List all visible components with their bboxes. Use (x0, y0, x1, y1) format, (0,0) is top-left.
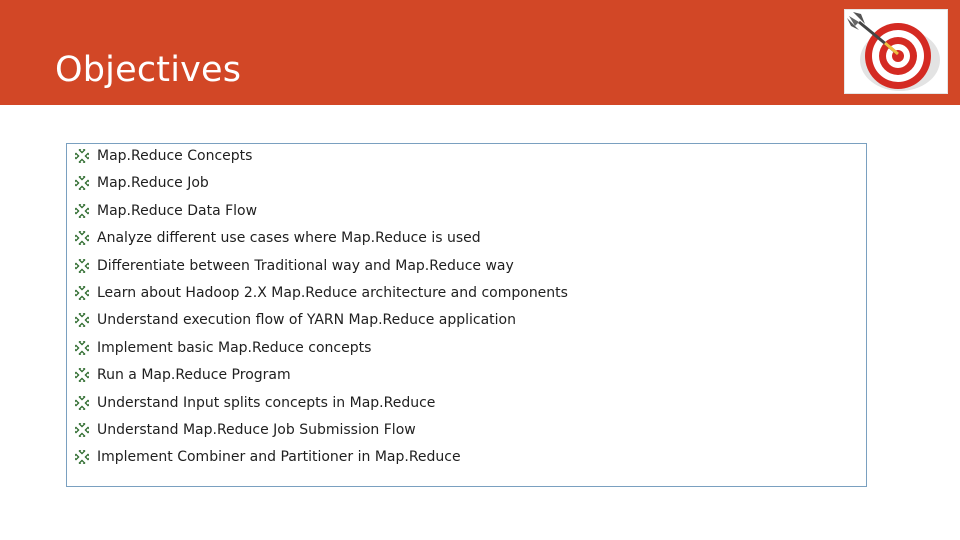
objective-item (75, 447, 461, 467)
diamond-bullet-icon (75, 341, 89, 355)
objective-item (75, 420, 416, 440)
objective-text: Understand execution flow of YARN Map.Reduce application (97, 312, 516, 329)
diamond-bullet-icon (75, 231, 89, 245)
target-dart-icon (845, 10, 949, 95)
diamond-bullet-icon (75, 368, 89, 382)
diamond-bullet-icon (75, 450, 89, 464)
objective-text: Map.Reduce Job (97, 175, 209, 192)
objective-item (75, 146, 252, 166)
objective-text: Understand Map.Reduce Job Submission Flow (97, 422, 416, 438)
objective-item (75, 201, 257, 221)
diamond-bullet-icon (75, 204, 89, 218)
objective-text: Analyze different use cases where Map.Reduce is used (97, 230, 481, 247)
objective-item (75, 173, 209, 193)
objective-text: Differentiate between Traditional way and Map.Reduce way (97, 257, 514, 274)
objective-text: Implement Combiner and Partitioner in Map.Reduce (97, 449, 461, 466)
diamond-bullet-icon (75, 149, 89, 163)
diamond-bullet-icon (75, 396, 89, 410)
objective-text: Run a Map.Reduce Program (97, 367, 291, 384)
slide-title: Objectives (55, 50, 242, 90)
objective-text: Learn about Hadoop 2.X Map.Reduce architecture and components (97, 285, 568, 301)
objective-text: Map.Reduce Concepts (97, 148, 253, 164)
diamond-bullet-icon (75, 286, 89, 300)
objectives-box (66, 143, 867, 487)
objective-item (75, 393, 435, 413)
objective-item (75, 310, 516, 330)
objective-item (75, 338, 371, 358)
diamond-bullet-icon (75, 259, 89, 273)
diamond-bullet-icon (75, 423, 89, 437)
title-bar (0, 0, 960, 105)
objective-text: Understand Input splits concepts in Map.Reduce (97, 394, 436, 411)
diamond-bullet-icon (75, 176, 89, 190)
objective-text: Implement basic Map.Reduce concepts (97, 339, 372, 356)
diamond-bullet-icon (75, 313, 89, 327)
target-logo (844, 9, 948, 94)
objective-text: Map.Reduce Data Flow (97, 202, 258, 219)
objective-item (75, 283, 568, 303)
objective-item (75, 228, 481, 248)
objective-item (75, 256, 514, 276)
objective-item (75, 365, 291, 385)
